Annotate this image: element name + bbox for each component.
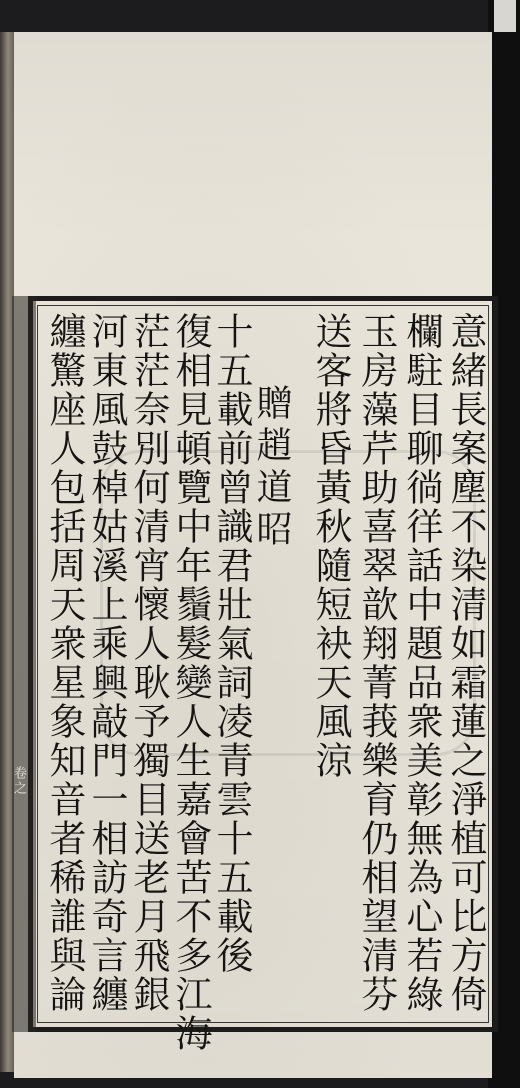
page-clip [494, 0, 516, 32]
text-column-9: 河東風鼓棹姑溪上乘興敲門一相訪奇言纏 [85, 312, 128, 1014]
text-column-7: 復相見頓覽中年鬚髮變人生嘉會苦不多江海 [169, 312, 212, 1053]
paper-sheet [11, 32, 492, 1078]
center-block-label: 卷之 [11, 766, 26, 796]
text-column-4: 送客將昏黃秋隨短袂天風涼 [309, 312, 352, 780]
text-column-1: 意緒長案塵不染清如霜蓮之淨植可比方倚 [444, 312, 487, 1014]
text-column-2: 欄駐目聊徜徉話中題品衆美彰無為心若綠 [400, 312, 443, 1014]
text-column-6: 十五載前曾識君壯氣詞凌青雲十五載後 [210, 312, 253, 975]
text-column-3: 玉房藻芹助喜翠歆翔菁莪樂育仍相望清芬 [355, 312, 398, 1014]
poem-title: 贈趙道昭 [251, 384, 292, 552]
text-column-10: 纏驚座人包括周天衆星象知音者稀誰與論 [43, 312, 86, 1014]
center-block [12, 296, 36, 1032]
text-column-8: 茫茫奈別何清宵懷人耿予獨目送老月飛銀 [127, 312, 170, 1014]
